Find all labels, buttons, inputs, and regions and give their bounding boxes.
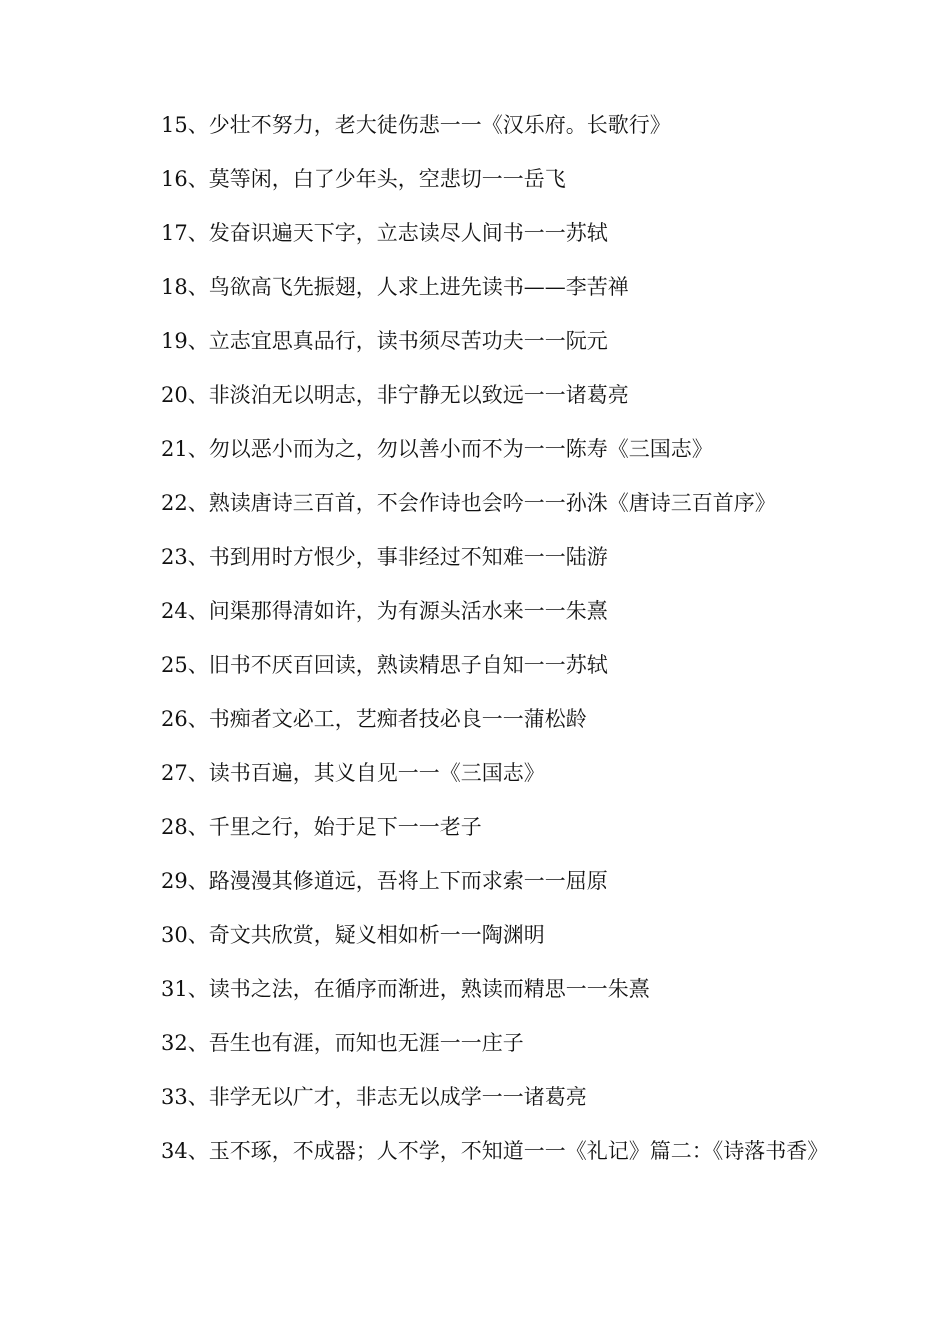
quote-line: 34、玉不琢，不成器；人不学，不知道一一《礼记》篇二：《诗落书香》 [161, 1139, 829, 1163]
quote-line: 27、读书百遍，其义自见一一《三国志》 [161, 761, 545, 785]
quote-line: 15、少壮不努力，老大徒伤悲一一《汉乐府。长歌行》 [161, 113, 671, 137]
quote-line: 18、鸟欲高飞先振翅，人求上进先读书——李苦禅 [161, 275, 629, 299]
quote-line: 30、奇文共欣赏，疑义相如析一一陶渊明 [161, 923, 545, 947]
quote-line: 31、读书之法，在循序而渐进，熟读而精思一一朱熹 [161, 977, 650, 1001]
quote-line: 25、旧书不厌百回读，熟读精思子自知一一苏轼 [161, 653, 608, 677]
quote-line: 23、书到用时方恨少，事非经过不知难一一陆游 [161, 545, 608, 569]
quote-line: 17、发奋识遍天下字，立志读尽人间书一一苏轼 [161, 221, 608, 245]
quote-line: 22、熟读唐诗三百首，不会作诗也会吟一一孙洙《唐诗三百首序》 [161, 491, 776, 515]
quote-list [117, 110, 837, 1170]
quote-line: 26、书痴者文必工，艺痴者技必良一一蒲松龄 [161, 707, 587, 731]
quote-line: 21、勿以恶小而为之，勿以善小而不为一一陈寿《三国志》 [161, 437, 713, 461]
quote-line: 33、非学无以广才，非志无以成学一一诸葛亮 [161, 1085, 587, 1109]
quote-line: 16、莫等闲，白了少年头，空悲切一一岳飞 [161, 167, 566, 191]
quote-line: 20、非淡泊无以明志，非宁静无以致远一一诸葛亮 [161, 383, 629, 407]
quote-line: 28、千里之行，始于足下一一老子 [161, 815, 482, 839]
quote-line: 32、吾生也有涯，而知也无涯一一庄子 [161, 1031, 524, 1055]
quote-line: 19、立志宜思真品行，读书须尽苦功夫一一阮元 [161, 329, 608, 353]
quote-line: 29、路漫漫其修道远，吾将上下而求索一一屈原 [161, 869, 608, 893]
quote-line: 24、问渠那得清如许，为有源头活水来一一朱熹 [161, 599, 608, 623]
